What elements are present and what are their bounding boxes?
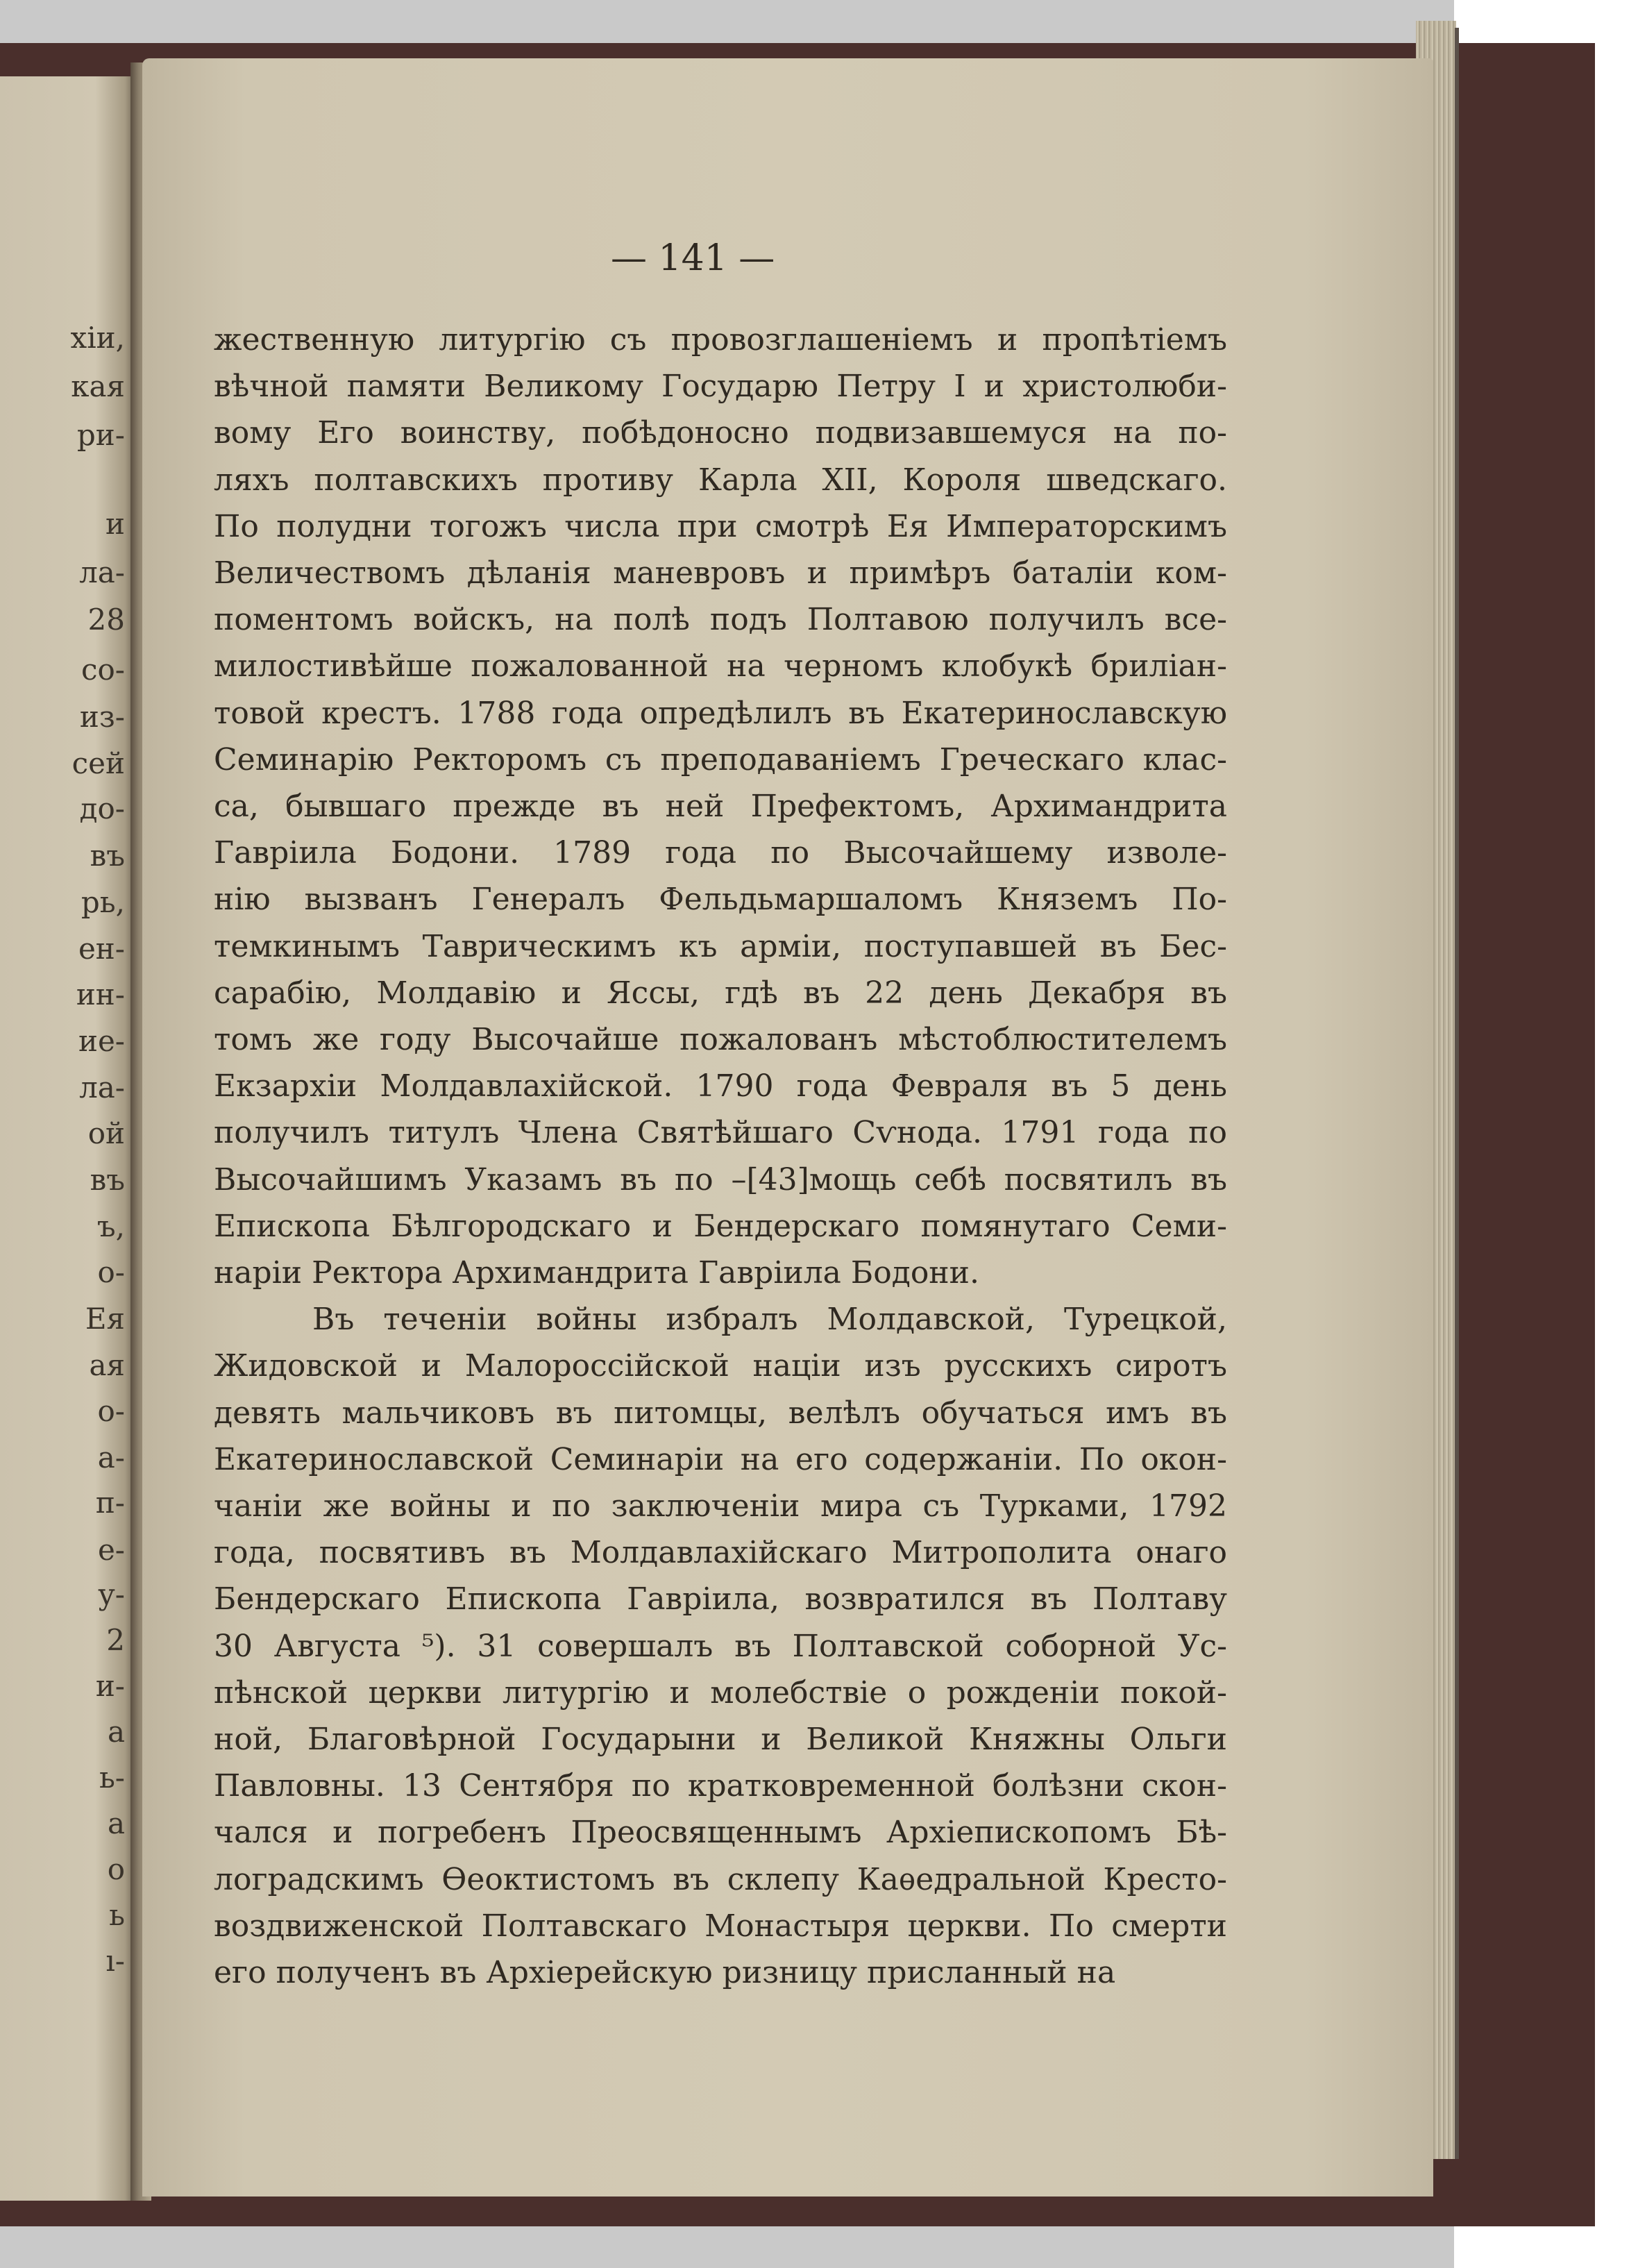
- text-line: По полудни тогожъ числа при смотрѣ Ея Императорскимъ: [214, 509, 1227, 544]
- left-page-fragment: сей: [71, 746, 125, 780]
- left-page-fragment: о: [107, 1852, 125, 1886]
- left-page-fragment: въ: [90, 839, 125, 873]
- left-page-fragment: а-: [97, 1440, 125, 1475]
- page-edges-shadow: [1455, 28, 1459, 2159]
- text-line: томъ же году Высочайше пожалованъ мѣстоблюстителемъ: [214, 1022, 1227, 1057]
- text-line: пѣнской церкви литургію и молебствіе о рожденіи покой-: [214, 1675, 1227, 1711]
- left-page-fragment: и-: [95, 1669, 125, 1703]
- text-line: Екзархіи Молдавлахійской. 1790 года Февраля въ 5 день: [214, 1068, 1227, 1104]
- left-page-fragment: въ: [90, 1163, 125, 1197]
- left-page-fragment: ла-: [79, 1070, 125, 1104]
- left-page-fragment: у-: [98, 1577, 125, 1611]
- left-page-fragment: ла-: [79, 555, 125, 589]
- text-line: жественную литургію съ провозглашеніемъ и пропѣтіемъ: [214, 322, 1227, 358]
- left-page-fragment: ри-: [76, 418, 125, 452]
- left-page-fragment: хіи,: [70, 321, 125, 355]
- text-line: чаніи же войны и по заключеніи мира съ Турками, 1792: [214, 1488, 1227, 1524]
- text-line: логрaдскимъ Ѳеоктистомъ въ склепу Каѳедральной Кресто-: [214, 1862, 1227, 1897]
- left-page-fragment: о-: [97, 1255, 125, 1289]
- text-line: Высочайшимъ Указамъ въ по –[43]мощь себѣ посвятилъ въ: [214, 1162, 1227, 1198]
- left-page-fragment: а: [107, 1806, 125, 1840]
- left-page-fragment: со-: [81, 653, 125, 687]
- left-page-fragment: рь,: [81, 885, 125, 919]
- text-line: товой крестъ. 1788 года опредѣлилъ въ Екатеринославскую: [214, 696, 1227, 731]
- left-page-fragment: и: [105, 507, 125, 541]
- left-page-fragment: а: [107, 1715, 125, 1749]
- left-page-fragment: ı-: [105, 1944, 125, 1978]
- text-line: са, бывшаго прежде въ ней Префектомъ, Архимандрита: [214, 789, 1227, 824]
- text-line: нію вызванъ Генералъ Фельдьмаршаломъ Княземъ По-: [214, 882, 1227, 917]
- text-line: его полученъ въ Архіерейскую ризницу присланный на: [214, 1955, 1116, 1990]
- text-line: темкинымъ Таврическимъ къ арміи, поступавшей въ Бес-: [214, 929, 1227, 964]
- left-page-fragment: п-: [95, 1486, 125, 1520]
- left-page-fragment: ой: [87, 1116, 125, 1150]
- left-page-fragment: ая: [89, 1348, 125, 1382]
- left-page-fragment: ен-: [78, 932, 125, 966]
- text-line: сарабію, Молдавію и Яссы, гдѣ въ 22 день Декабря въ: [214, 975, 1227, 1011]
- text-line: вому Его воинству, побѣдоносно подвизавшемуся на по-: [214, 415, 1227, 451]
- left-page-fragment: ъ,: [96, 1209, 125, 1243]
- left-page: [0, 76, 136, 2201]
- text-line: 30 Августа ⁵). 31 совершалъ въ Полтавской соборной Ус-: [214, 1629, 1227, 1664]
- left-page-fragment: 2: [106, 1623, 125, 1657]
- text-line: Семинарію Ректоромъ съ преподаваніемъ Греческаго клас-: [214, 742, 1227, 778]
- text-line: помeнтомъ войскъ, на полѣ подъ Полтавою получилъ все-: [214, 602, 1227, 637]
- text-line: ляхъ полтавскихъ противу Карла XII, Короля шведскаго.: [214, 462, 1227, 498]
- text-line: воздвиженской Полтавскаго Монастыря церкви. По смерти: [214, 1908, 1227, 1944]
- text-line: вѣчной памяти Великому Государю Петру I и христолюби-: [214, 369, 1227, 404]
- left-page-fragment: ин-: [76, 977, 125, 1011]
- left-page-fragment: 28: [87, 603, 125, 637]
- text-line: Жидовской и Малороссійской націи изъ русскихъ сиротъ: [214, 1348, 1227, 1384]
- left-page-fragment: Ея: [85, 1302, 125, 1336]
- text-line: получилъ титулъ Члена Святѣйшаго Сѵнода. 1791 года по: [214, 1115, 1227, 1150]
- left-page-fragment: ь-: [99, 1761, 125, 1795]
- left-page-fragment: из-: [79, 700, 125, 734]
- text-line: года, посвятивъ въ Молдавлахійскаго Митрополита онаго: [214, 1535, 1227, 1570]
- text-line: чался и погребенъ Преосвященнымъ Архіепископомъ Бѣ-: [214, 1815, 1227, 1850]
- text-line: наріи Ректора Архимандрита Гавріила Бодони.: [214, 1255, 979, 1291]
- text-line: Гавріила Бодони. 1789 года по Высочайшему изволе-: [214, 835, 1227, 871]
- text-line: Величествомъ дѣланія маневровъ и примѣръ баталіи ком-: [214, 555, 1227, 591]
- left-page-fragment: до-: [79, 791, 125, 825]
- left-page-fragment: о-: [97, 1394, 125, 1428]
- text-line: Епископа Бѣлгородскаго и Бендерскаго помянутаго Семи-: [214, 1209, 1227, 1244]
- left-page-fragment: кая: [71, 369, 125, 403]
- left-page-fragment: ь: [109, 1898, 125, 1932]
- text-line: девять мальчиковъ въ питомцы, велѣлъ обучаться имъ въ: [214, 1395, 1227, 1431]
- left-page-fragment: е-: [97, 1533, 125, 1567]
- text-line: Въ теченіи войны избралъ Молдавской, Турецкой,: [312, 1302, 1227, 1337]
- text-line: Екатеринославской Семинаріи на его содержаніи. По окон-: [214, 1442, 1227, 1477]
- text-line: милостивѣйше пожалованной на черномъ клобукѣ бриліан-: [214, 648, 1227, 684]
- left-page-fragment: ие-: [78, 1024, 125, 1058]
- text-line: Павловны. 13 Сентября по кратковременной болѣзни скон-: [214, 1768, 1227, 1804]
- text-line: Бендерскаго Епископа Гавріила, возвратился въ Полтаву: [214, 1581, 1227, 1617]
- text-line: ной, Благовѣрной Государыни и Великой Княжны Ольги: [214, 1722, 1227, 1757]
- page-number: — 141 —: [611, 237, 775, 279]
